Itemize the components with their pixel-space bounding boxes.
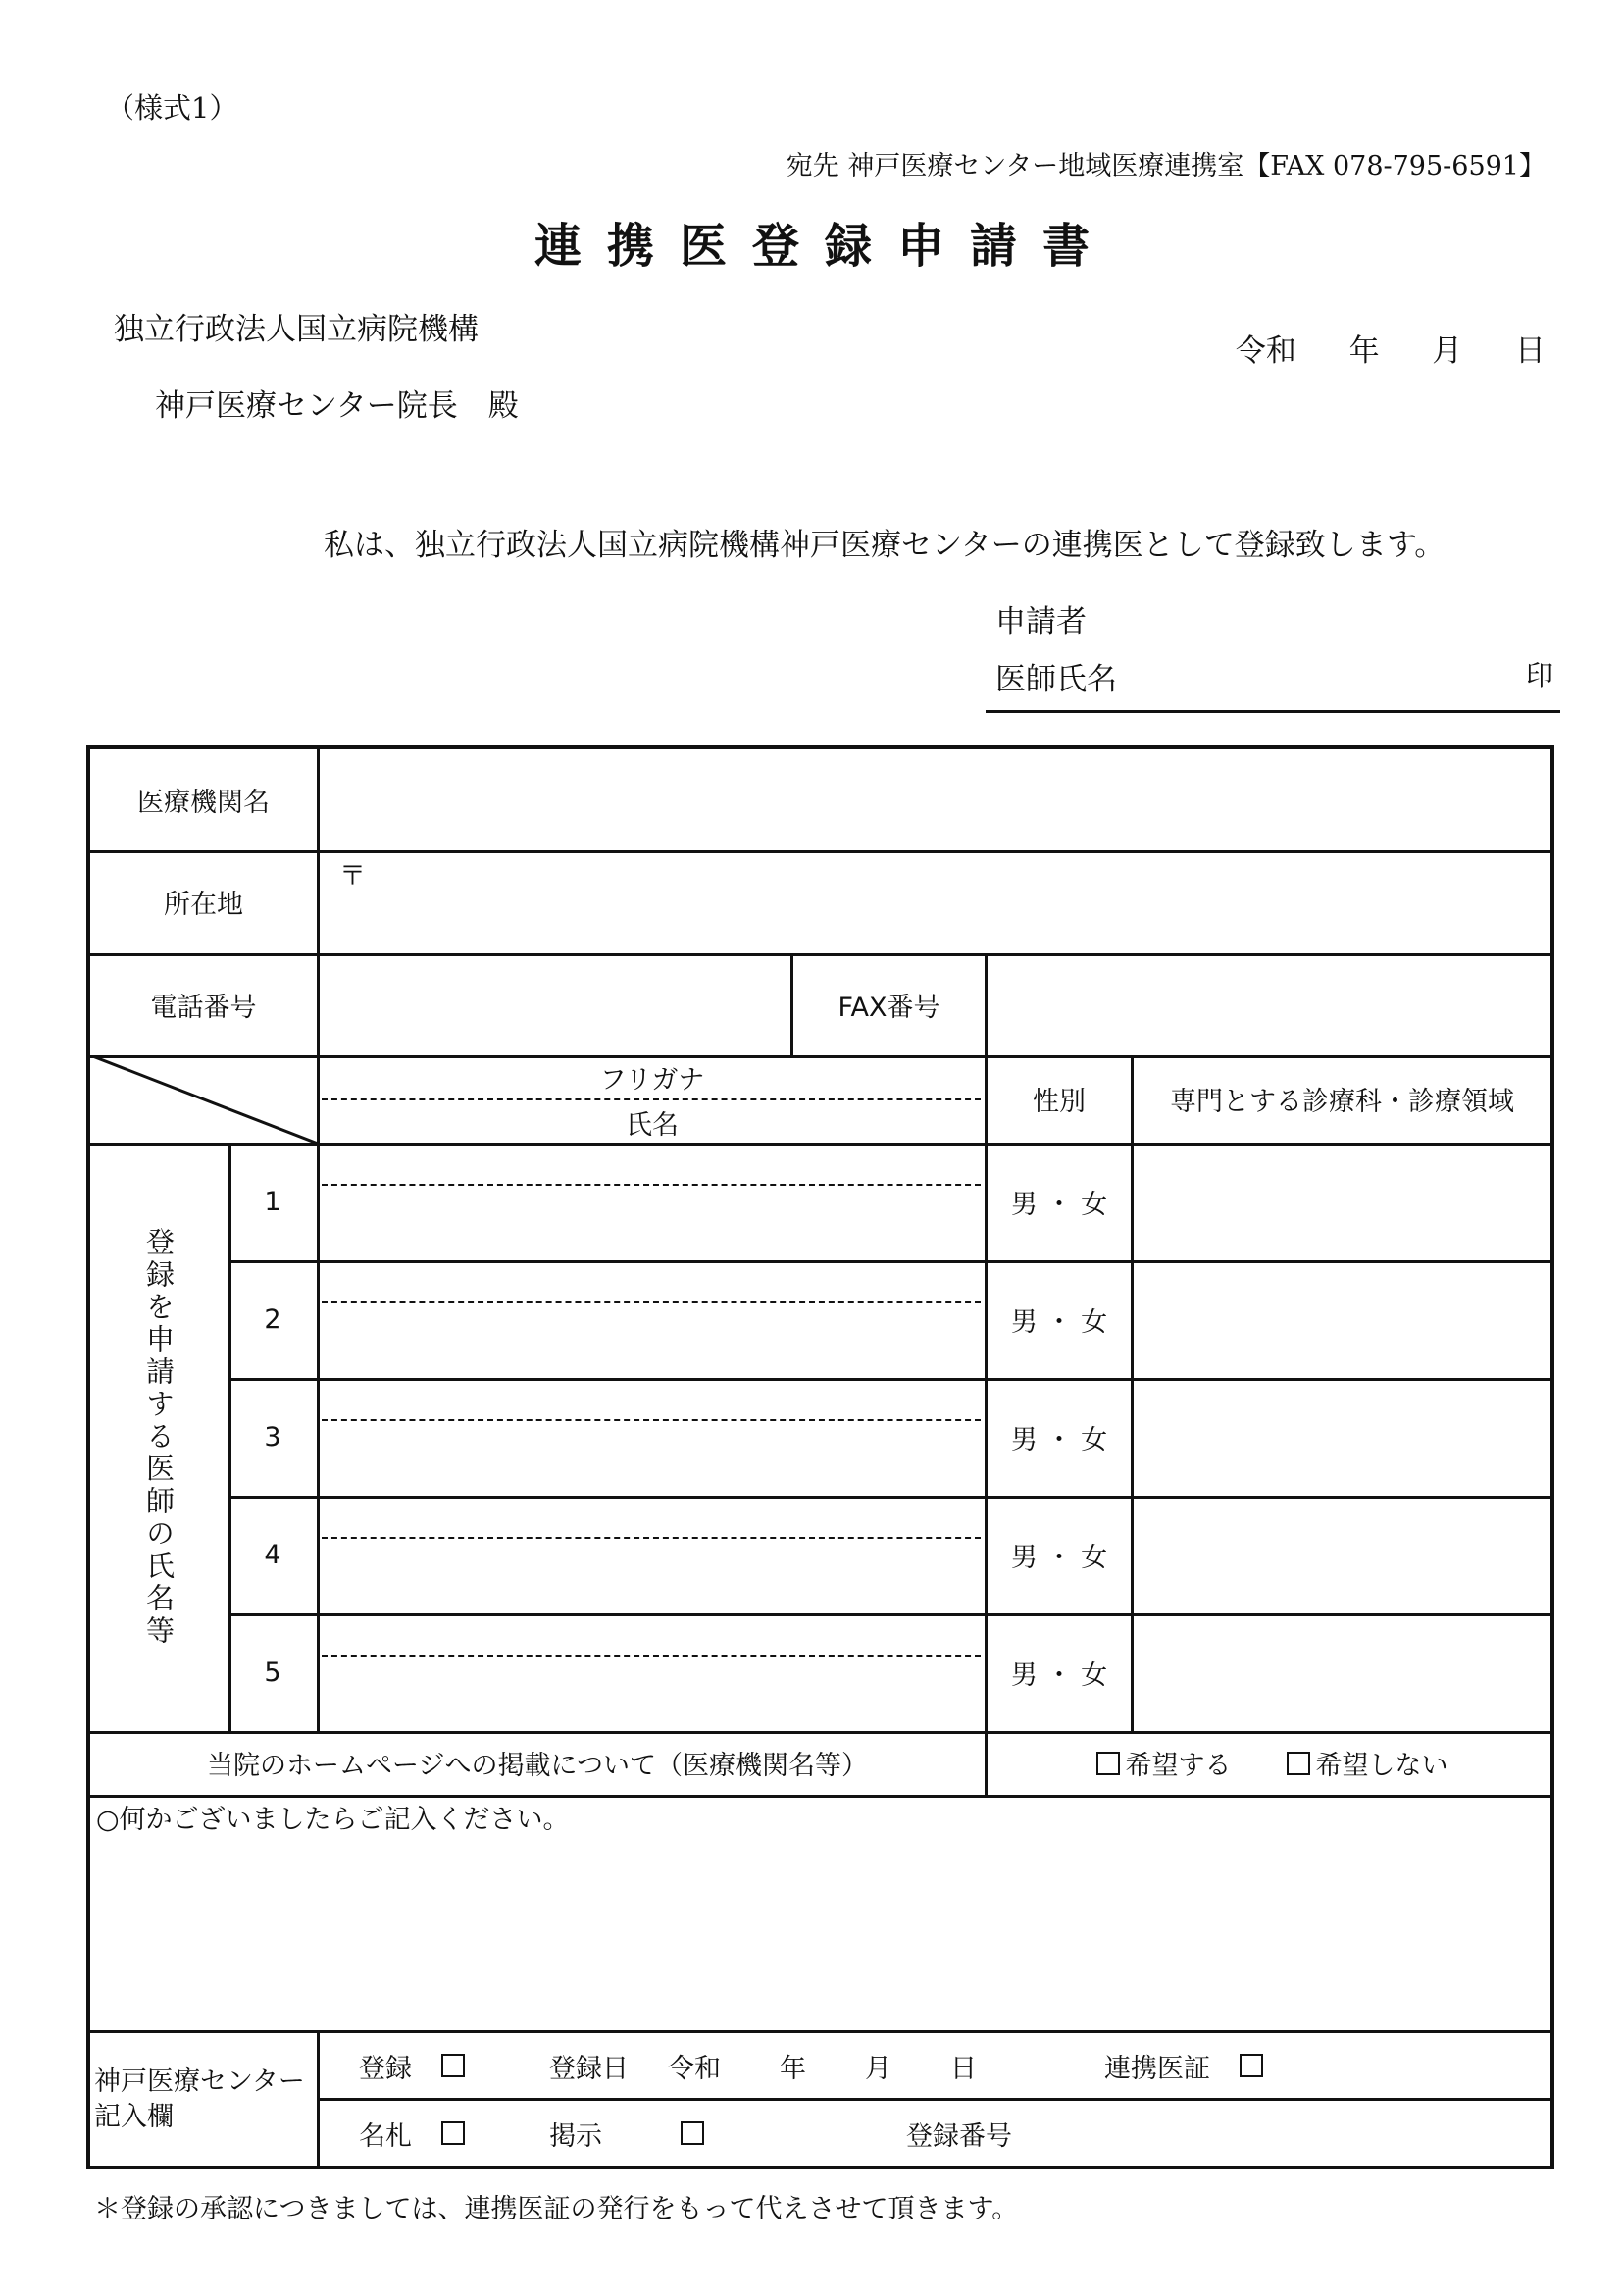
name-header: 氏名 bbox=[626, 1109, 679, 1141]
postal-mark: 〒 bbox=[339, 861, 366, 892]
row-number: 2 bbox=[264, 1303, 281, 1335]
posted-label: 掲示 bbox=[549, 2120, 602, 2152]
homepage-yes-label: 希望する bbox=[1125, 1751, 1232, 1781]
furigana-header: フリガナ bbox=[599, 1064, 705, 1096]
seal-mark: 印 bbox=[1526, 659, 1554, 691]
date-day: 日 bbox=[1515, 333, 1546, 369]
homepage-no-checkbox[interactable] bbox=[1287, 1752, 1310, 1775]
footnote: ＊登録の承認につきましては、連携医証の発行をもって代えさせて頂きます。 bbox=[94, 2194, 1019, 2224]
specialty-field[interactable] bbox=[1134, 1496, 1550, 1613]
fax-field[interactable] bbox=[988, 953, 1550, 1055]
furigana-field[interactable] bbox=[320, 1381, 985, 1418]
date-year: 年 bbox=[1348, 333, 1380, 369]
gender-choice[interactable]: 男 ・ 女 bbox=[1010, 1424, 1108, 1455]
registered-date-year: 年 bbox=[780, 2053, 806, 2084]
center-use-label: 神戸医療センター記入欄 bbox=[94, 2066, 305, 2132]
name-field[interactable] bbox=[320, 1187, 985, 1259]
page-title: 連携医登録申請書 bbox=[533, 219, 1115, 274]
organization-name: 独立行政法人国立病院機構 bbox=[114, 312, 479, 347]
address-label: 所在地 bbox=[164, 890, 243, 920]
gender-choice[interactable]: 男 ・ 女 bbox=[1010, 1542, 1108, 1573]
name-field[interactable] bbox=[320, 1304, 985, 1377]
applicant-label: 申請者 bbox=[995, 604, 1087, 639]
gender-header: 性別 bbox=[1033, 1087, 1086, 1117]
row-number: 4 bbox=[264, 1539, 281, 1570]
certificate-label: 連携医証 bbox=[1104, 2053, 1210, 2084]
fax-label: FAX番号 bbox=[837, 992, 940, 1023]
center-row-1 bbox=[320, 2033, 1550, 2098]
homepage-label: 当院のホームページへの掲載について（医療機関名等） bbox=[207, 1751, 868, 1781]
homepage-yes-checkbox[interactable] bbox=[1096, 1752, 1120, 1775]
registered-date-era: 令和 bbox=[668, 2053, 721, 2084]
comments-label: ○何かございましたらご記入ください。 bbox=[96, 1805, 570, 1835]
date-line[interactable] bbox=[1236, 326, 1546, 370]
name-field[interactable] bbox=[320, 1422, 985, 1495]
specialty-header: 専門とする診療科・診療領域 bbox=[1170, 1087, 1514, 1117]
homepage-options bbox=[988, 1731, 1550, 1795]
nametag-label: 名札 bbox=[359, 2120, 412, 2152]
gender-choice[interactable]: 男 ・ 女 bbox=[1010, 1659, 1108, 1691]
diagonal-header-cell bbox=[90, 1055, 318, 1144]
gender-choice[interactable]: 男 ・ 女 bbox=[1010, 1189, 1108, 1220]
registered-date-label: 登録日 bbox=[549, 2053, 629, 2084]
registered-date-month: 月 bbox=[865, 2053, 891, 2084]
registered-date-day: 日 bbox=[950, 2053, 977, 2084]
nametag-checkbox[interactable] bbox=[441, 2121, 465, 2145]
row-number: 5 bbox=[264, 1657, 281, 1688]
furigana-field[interactable] bbox=[320, 1499, 985, 1536]
registered-checkbox[interactable] bbox=[441, 2054, 465, 2077]
date-month: 月 bbox=[1432, 333, 1463, 369]
registered-label: 登録 bbox=[359, 2053, 412, 2084]
comments-field[interactable] bbox=[90, 1798, 1550, 2030]
section-label: 登録を申請する医師の氏名等 bbox=[142, 1226, 176, 1648]
name-field[interactable] bbox=[320, 1540, 985, 1612]
gender-choice[interactable]: 男 ・ 女 bbox=[1010, 1306, 1108, 1338]
date-era: 令和 bbox=[1235, 333, 1296, 369]
reg-number-label: 登録番号 bbox=[906, 2120, 1012, 2152]
specialty-field[interactable] bbox=[1134, 1613, 1550, 1731]
name-field[interactable] bbox=[320, 1658, 985, 1730]
homepage-no-label: 希望しない bbox=[1315, 1751, 1448, 1781]
addressee: 宛先 神戸医療センター地域医療連携室【FAX 078-795-6591】 bbox=[786, 151, 1546, 181]
furigana-field[interactable] bbox=[320, 1263, 985, 1300]
form-code: （様式1） bbox=[106, 91, 238, 125]
certificate-checkbox[interactable] bbox=[1240, 2054, 1263, 2077]
address-field[interactable] bbox=[320, 850, 1550, 953]
signature-line[interactable] bbox=[986, 710, 1560, 713]
phone-label: 電話番号 bbox=[150, 992, 257, 1023]
center-row-2 bbox=[320, 2101, 1550, 2166]
institution-field[interactable] bbox=[320, 749, 1550, 850]
row-number: 3 bbox=[264, 1421, 281, 1453]
furigana-field[interactable] bbox=[320, 1146, 985, 1183]
doctor-name-label: 医師氏名 bbox=[995, 662, 1117, 697]
declaration-text: 私は、独立行政法人国立病院機構神戸医療センターの連携医として登録致します。 bbox=[324, 528, 1446, 563]
institution-label: 医療機関名 bbox=[137, 788, 270, 818]
posted-checkbox[interactable] bbox=[681, 2121, 704, 2145]
row-number: 1 bbox=[264, 1186, 281, 1217]
furigana-field[interactable] bbox=[320, 1616, 985, 1654]
application-table bbox=[86, 745, 1554, 2169]
director-salutation: 神戸医療センター院長 殿 bbox=[155, 388, 519, 424]
specialty-field[interactable] bbox=[1134, 1143, 1550, 1260]
phone-field[interactable] bbox=[320, 953, 790, 1055]
specialty-field[interactable] bbox=[1134, 1378, 1550, 1496]
specialty-field[interactable] bbox=[1134, 1260, 1550, 1378]
